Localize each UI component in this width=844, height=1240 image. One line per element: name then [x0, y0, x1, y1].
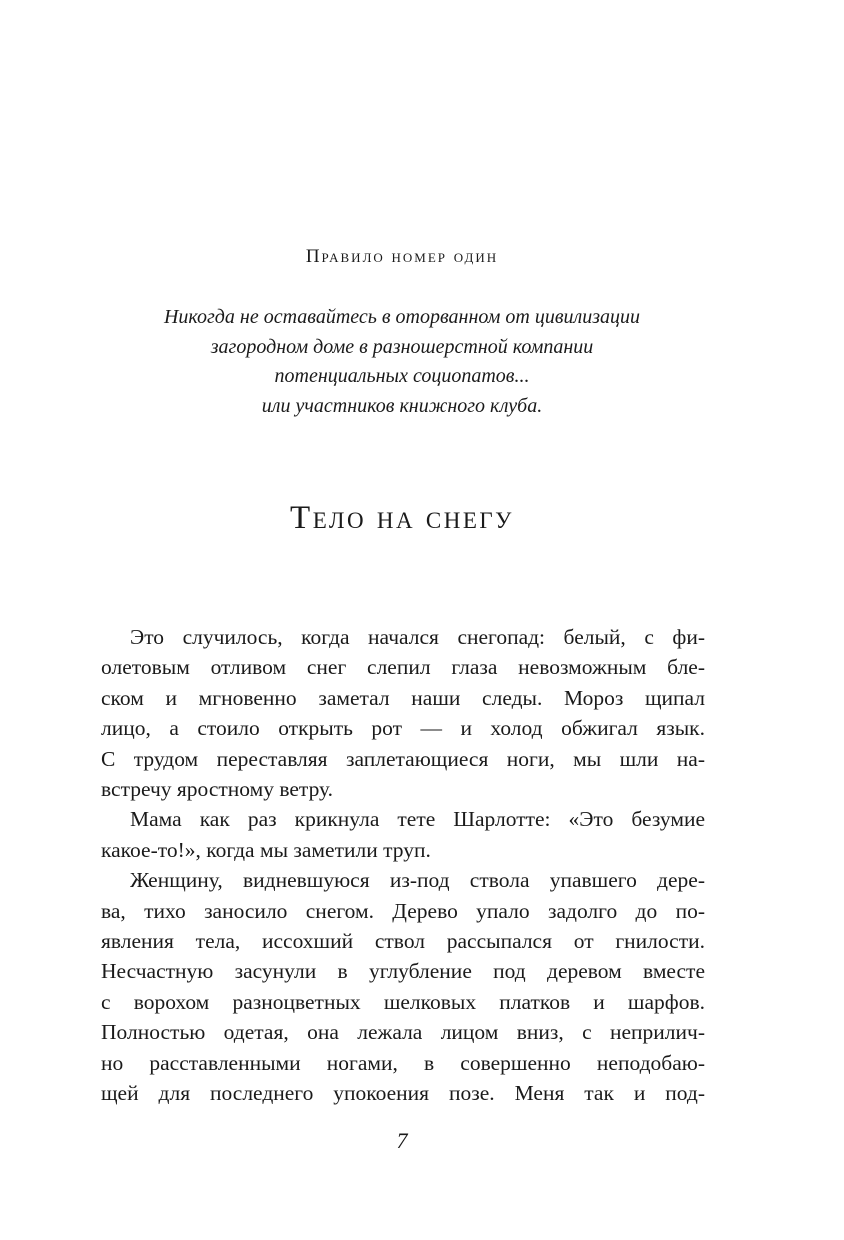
text-line: ва, тихо заносило снегом. Дерево упало задолго до по- [101, 898, 705, 923]
epigraph [0, 303, 804, 421]
text-line: щей для последнего упокоения позе. Меня так и под- [101, 1081, 705, 1106]
epigraph-line: или участников книжного клуба. [261, 394, 543, 417]
text-line: но расставленными ногами, в совершенно неподобаю- [101, 1050, 705, 1075]
rule-title: Правило номер один [305, 246, 499, 267]
text-line: встречу яростному ветру. [101, 777, 334, 802]
text-line: с ворохом разноцветных шелковых платков и шарфов. [101, 989, 705, 1014]
text-line: Мама как раз крикнула тете Шарлотте: «Это безумие [130, 807, 705, 832]
text-line: Женщину, видневшуюся из-под ствола упавшего дере- [130, 868, 705, 893]
chapter-body-text [101, 622, 705, 1109]
text-line: С трудом переставляя заплетающиеся ноги, мы шли на- [101, 746, 705, 771]
text-line: какое-то!», когда мы заметили труп. [101, 837, 431, 862]
epigraph-line: загородном доме в разношерстной компании [210, 335, 594, 358]
text-line: лицо, а стоило открыть рот — и холод обжигал язык. [101, 716, 705, 741]
page-number: 7 [396, 1128, 408, 1153]
text-line: явления тела, иссохший ствол рассыпался от гнилости. [101, 929, 705, 954]
epigraph-line: потенциальных социопатов... [274, 365, 530, 387]
text-line: ском и мгновенно заметал наши следы. Мороз щипал [101, 685, 705, 710]
epigraph-line: Никогда не оставайтесь в оторванном от цивилизации [163, 306, 641, 328]
chapter-title: Тело на снегу [290, 500, 514, 536]
text-line: Несчастную засунули в углубление под деревом вместе [101, 959, 705, 984]
text-line: Полностью одетая, она лежала лицом вниз, с неприлич- [101, 1020, 705, 1045]
text-line: олетовым отливом снег слепил глаза невозможным бле- [101, 655, 705, 680]
text-line: Это случилось, когда начался снегопад: белый, с фи- [130, 625, 705, 649]
